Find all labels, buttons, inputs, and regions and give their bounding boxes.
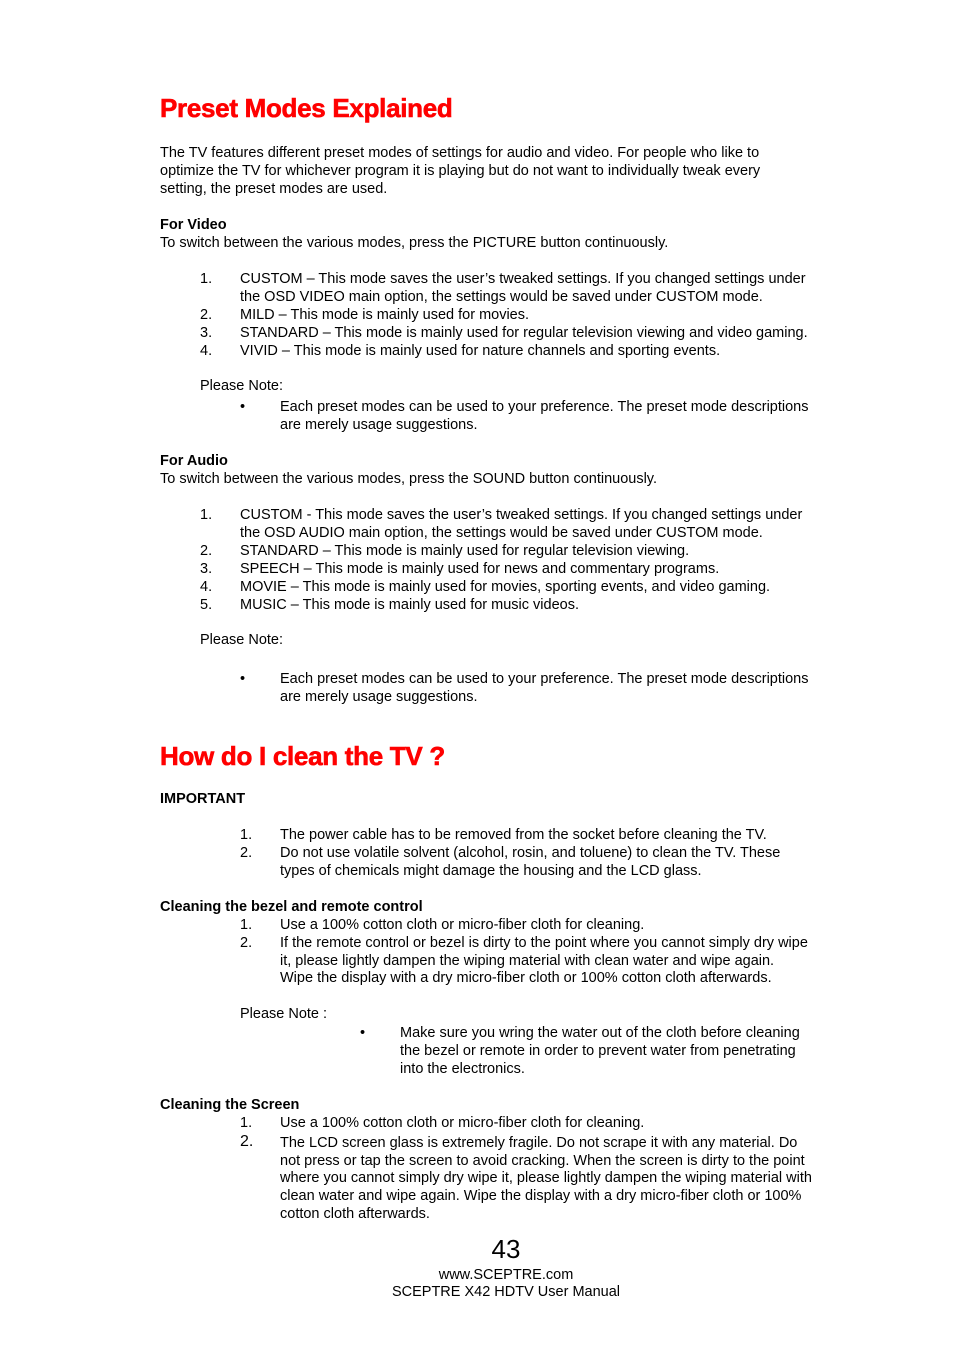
intro-line: setting, the preset modes are used. (160, 181, 388, 197)
list-item-text: where you cannot simply dry wipe it, please lightly dampen the wiping material with (280, 1170, 812, 1186)
list-item-text: STANDARD – This mode is mainly used for regular television viewing and video gaming. (240, 325, 808, 341)
list-number: 1. (200, 271, 213, 287)
bezel-list (240, 916, 880, 988)
bullet-icon: • (240, 671, 246, 687)
note-text: Make sure you wring the water out of the cloth before cleaning (400, 1025, 800, 1041)
list-item-text: it, please lightly dampen the wiping material with clean water and wipe again. (280, 953, 775, 969)
video-instruction: To switch between the various modes, press the PICTURE button continuously. (160, 235, 669, 251)
note-text: Each preset modes can be used to your preference. The preset mode descriptions (280, 399, 809, 415)
list-item-text: Wipe the display with a dry micro-fiber cloth or 100% cotton cloth afterwards. (280, 970, 772, 986)
list-number: 3. (200, 561, 213, 577)
screen-list (240, 1114, 880, 1224)
list-item-text: Use a 100% cotton cloth or micro-fiber cloth for cleaning. (280, 917, 645, 933)
video-note-bullet (240, 398, 880, 434)
list-number: 1. (200, 507, 213, 523)
list-item-text: VIVID – This mode is mainly used for nature channels and sporting events. (240, 343, 721, 359)
list-number: 3. (200, 325, 213, 341)
list-item-text: STANDARD – This mode is mainly used for regular television viewing. (240, 543, 690, 559)
list-number: 1. (240, 1115, 253, 1131)
footer-website: www.SCEPTRE.com (438, 1267, 574, 1283)
video-note-label: Please Note: (200, 378, 284, 394)
list-number: 4. (200, 343, 213, 359)
page-number: 43 (491, 1234, 521, 1264)
list-number: 2. (200, 543, 213, 559)
list-item-text: The power cable has to be removed from the socket before cleaning the TV. (280, 827, 767, 843)
video-heading: For Video (160, 217, 227, 233)
list-item-text: the OSD AUDIO main option, the settings would be saved under CUSTOM mode. (240, 525, 763, 541)
list-number: 2. (240, 845, 253, 861)
section-title-preset-modes: Preset Modes Explained (160, 93, 453, 123)
list-item-text: Do not use volatile solvent (alcohol, rosin, and toluene) to clean the TV. These (280, 845, 781, 861)
list-number: 2. (200, 307, 213, 323)
important-list (240, 826, 880, 880)
note-text: the bezel or remote in order to prevent water from penetrating (400, 1043, 796, 1059)
list-item-text: CUSTOM – This mode saves the user’s tweaked settings. If you changed settings under (240, 271, 806, 287)
note-text: are merely usage suggestions. (280, 417, 478, 433)
list-number: 2. (240, 935, 253, 951)
list-item-text: cotton cloth afterwards. (280, 1206, 430, 1222)
list-item-text: MUSIC – This mode is mainly used for music videos. (240, 597, 579, 613)
bullet-icon: • (360, 1025, 366, 1041)
bullet-icon: • (240, 399, 246, 415)
intro-line: optimize the TV for whichever program it is playing but do not want to individually tweak every (160, 163, 761, 179)
list-number: 5. (200, 597, 213, 613)
list-item-text: CUSTOM - This mode saves the user’s tweaked settings. If you changed settings under (240, 507, 803, 523)
list-number: 4. (200, 579, 213, 595)
screen-heading: Cleaning the Screen (160, 1097, 300, 1113)
section-title-cleaning: How do I clean the TV ? (160, 741, 445, 771)
audio-instruction: To switch between the various modes, press the SOUND button continuously. (160, 471, 658, 487)
list-item-text: types of chemicals might damage the housing and the LCD glass. (280, 863, 702, 879)
note-text: into the electronics. (400, 1061, 525, 1077)
list-item-text: Use a 100% cotton cloth or micro-fiber cloth for cleaning. (280, 1115, 645, 1131)
list-item-text: clean water and wipe again. Wipe the display with a dry micro-fiber cloth or 100% (280, 1188, 802, 1204)
list-number: 1. (240, 917, 253, 933)
footer-manual-title: SCEPTRE X42 HDTV User Manual (391, 1284, 621, 1300)
list-item-text: SPEECH – This mode is mainly used for news and commentary programs. (240, 561, 720, 577)
audio-heading: For Audio (160, 453, 228, 469)
note-text: Each preset modes can be used to your preference. The preset mode descriptions (280, 671, 809, 687)
bezel-note-bullet (360, 1024, 880, 1078)
intro-paragraph (160, 144, 860, 198)
intro-line: The TV features different preset modes of settings for audio and video. For people who like to (160, 145, 760, 161)
audio-note-label: Please Note: (200, 632, 284, 648)
bezel-heading: Cleaning the bezel and remote control (160, 899, 423, 915)
note-text: are merely usage suggestions. (280, 689, 478, 705)
list-item-text: the OSD VIDEO main option, the settings would be saved under CUSTOM mode. (240, 289, 763, 305)
list-item-text: MILD – This mode is mainly used for movies. (240, 307, 530, 323)
list-item-text: The LCD screen glass is extremely fragile. Do not scrape it with any material. Do (280, 1135, 798, 1151)
video-mode-list (200, 270, 880, 360)
audio-note-bullet (240, 670, 880, 706)
list-item-text: MOVIE – This mode is mainly used for movies, sporting events, and video gaming. (240, 579, 771, 595)
list-item-text: not press or tap the screen to avoid cracking. When the screen is dirty to the point (280, 1153, 805, 1169)
list-item-text: If the remote control or bezel is dirty to the point where you cannot simply dry wipe (280, 935, 808, 951)
important-heading: IMPORTANT (160, 791, 246, 807)
bezel-note-label: Please Note : (240, 1006, 328, 1022)
list-number: 2. (240, 1133, 254, 1150)
list-number: 1. (240, 827, 253, 843)
audio-mode-list (200, 506, 880, 614)
